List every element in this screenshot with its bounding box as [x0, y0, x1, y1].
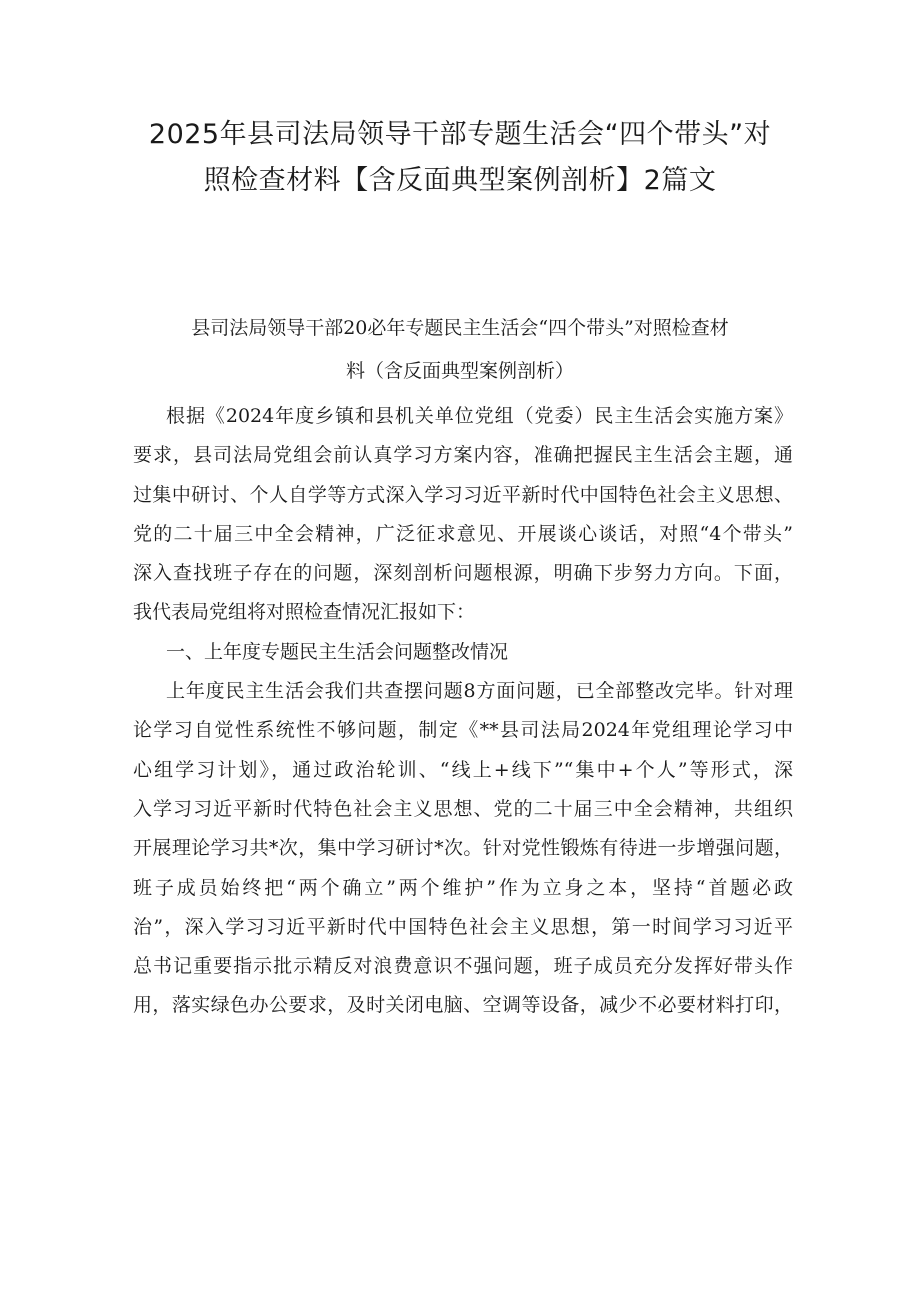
document-title	[100, 112, 820, 204]
paragraph-line: 过集中研讨、个人自学等方式深入学习习近平新时代中国特色社会主义思想、	[133, 483, 793, 506]
paragraph-line: 开展理论学习共*次，集中学习研讨*次。针对党性锻炼有待进一步增强问题，	[133, 837, 793, 860]
paragraph-line: 党的二十届三中全会精神，广泛征求意见、开展谈心谈话，对照“4个带头”	[133, 522, 793, 545]
paragraph-line: 班子成员始终把“两个确立”两个维护”作为立身之本，坚持“首题必政	[133, 876, 793, 899]
paragraph-line: 要求，县司法局党组会前认真学习方案内容，准确把握民主生活会主题，通	[133, 444, 793, 467]
paragraph-line: 根据《2024年度乡镇和县机关单位党组（党委）民主生活会实施方案》	[166, 405, 793, 427]
section-heading: 一、上年度专题民主生活会问题整改情况	[166, 640, 509, 663]
paragraph-line: 治”，深入学习习近平新时代中国特色社会主义思想，第一时间学习习近平	[133, 915, 793, 938]
subtitle-line-1: 县司法局领导干部20必年专题民主生活会“四个带头”对照检查材	[191, 317, 729, 339]
title-line-1: 2025年县司法局领导干部专题生活会“四个带头”对	[148, 119, 772, 150]
paragraph-line: 用，落实绿色办公要求，及时关闭电脑、空调等设备，减少不必要材料打印，	[133, 994, 793, 1017]
paragraph-line: 入学习习近平新时代特色社会主义思想、党的二十届三中全会精神，共组织	[133, 797, 793, 820]
title-line-2: 照检查材料【含反面典型案例剖析】2篇文	[203, 165, 717, 196]
body-text	[133, 397, 793, 1026]
paragraph-line: 我代表局党组将对照检查情况汇报如下：	[133, 601, 476, 624]
paragraph-line: 心组学习计划》，通过政治轮训、“线上+线下”“集中+个人”等形式，深	[133, 758, 793, 781]
paragraph-line: 深入查找班子存在的问题，深刻剖析问题根源，明确下步努力方向。下面，	[133, 562, 793, 585]
paragraph-line: 上年度民主生活会我们共查摆问题8方面问题，已全部整改完毕。针对理	[166, 680, 793, 703]
paragraph-line: 总书记重要指示批示精反对浪费意识不强问题，班子成员充分发挥好带头作	[133, 955, 793, 978]
section-subtitle	[120, 307, 800, 393]
paragraph-line: 论学习自觉性系统性不够问题，制定《**县司法局2024年党组理论学习中	[133, 719, 793, 742]
subtitle-line-2: 料（含反面典型案例剖析）	[345, 360, 574, 382]
